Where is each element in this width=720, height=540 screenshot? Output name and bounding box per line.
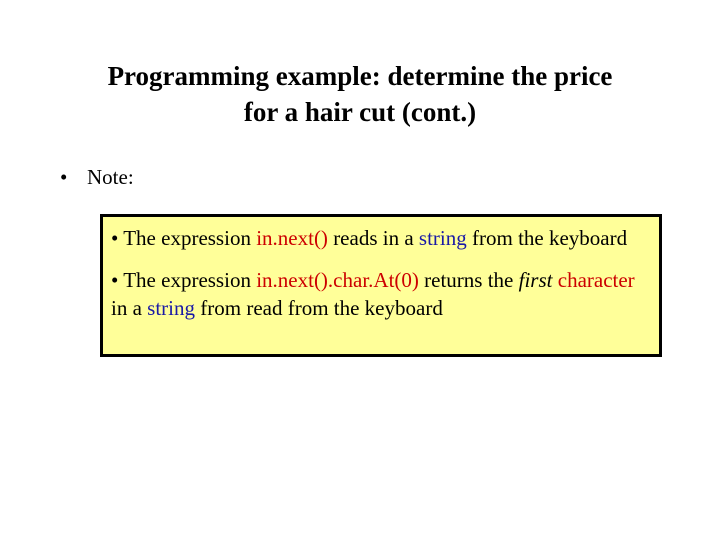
slide-title-line-2: for a hair cut (cont.): [243, 97, 477, 127]
note-item-next: [111, 224, 652, 252]
note-text: reads in a: [327, 226, 419, 250]
keyword-fragment: string: [418, 226, 467, 250]
bullet-note-label: Note:: [87, 165, 134, 189]
slide-title: [40, 58, 680, 130]
note-text: from read from the keyboard: [195, 296, 443, 320]
note-box: [100, 214, 662, 357]
code-fragment: in.next().char.At(0): [256, 268, 419, 292]
note-item-bullet-icon: •: [111, 268, 119, 292]
bullet-note: [60, 163, 134, 191]
note-text: from the keyboard: [466, 226, 628, 250]
note-item-bullet-icon: •: [111, 226, 119, 250]
note-text: The expression: [118, 226, 257, 250]
slide-title-line-1: Programming example: determine the price: [107, 61, 613, 91]
code-fragment: in.next(): [256, 226, 328, 250]
note-text: The expression: [118, 268, 257, 292]
note-text: in a: [111, 296, 148, 320]
bullet-icon: •: [60, 165, 68, 189]
note-text: returns the: [418, 268, 519, 292]
note-item-charat: [111, 266, 652, 322]
code-fragment: character: [557, 268, 635, 292]
emphasis-fragment: first: [518, 268, 553, 292]
keyword-fragment: string: [147, 296, 195, 320]
